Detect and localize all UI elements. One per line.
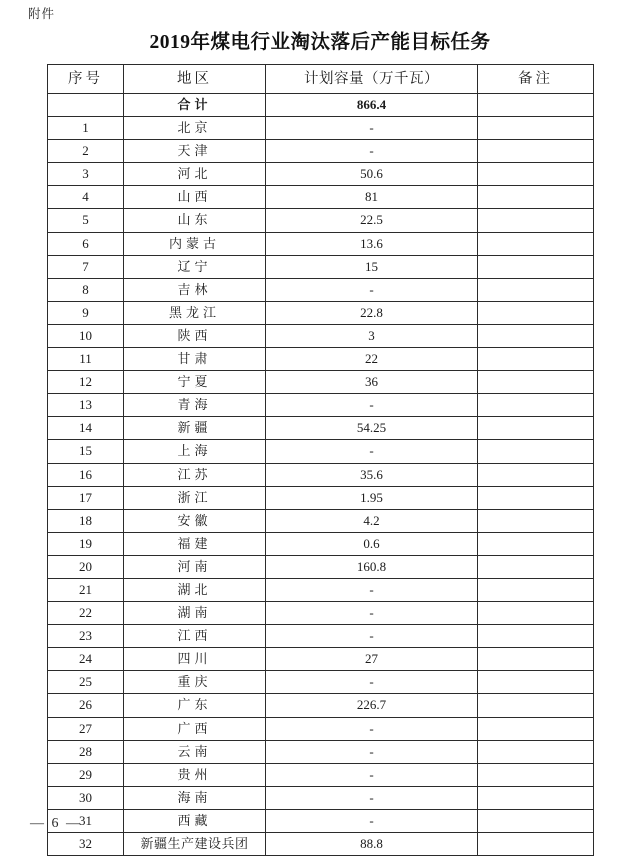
- cell-capacity: -: [266, 740, 478, 763]
- cell-region: 天津: [124, 140, 266, 163]
- column-header-remark: 备注: [478, 65, 594, 94]
- cell-region: 重庆: [124, 671, 266, 694]
- cell-index: 5: [48, 209, 124, 232]
- table-row: [48, 648, 594, 671]
- cell-capacity: 36: [266, 371, 478, 394]
- cell-index: 15: [48, 440, 124, 463]
- cell-remark: [478, 417, 594, 440]
- cell-capacity: -: [266, 786, 478, 809]
- cell-index: 16: [48, 463, 124, 486]
- cell-capacity: 22.5: [266, 209, 478, 232]
- cell-region: 安徽: [124, 509, 266, 532]
- table-row: [48, 833, 594, 856]
- cell-index: 27: [48, 717, 124, 740]
- cell-region: 广西: [124, 717, 266, 740]
- table-row: [48, 717, 594, 740]
- cell-region: 辽宁: [124, 255, 266, 278]
- capacity-table: [47, 64, 594, 856]
- cell-capacity: -: [266, 140, 478, 163]
- cell-remark: [478, 602, 594, 625]
- table-row: [48, 486, 594, 509]
- cell-region: 湖北: [124, 578, 266, 601]
- cell-remark: [478, 209, 594, 232]
- cell-region: 山西: [124, 186, 266, 209]
- cell-capacity: 50.6: [266, 163, 478, 186]
- cell-index: 20: [48, 555, 124, 578]
- cell-index: 24: [48, 648, 124, 671]
- table-row: [48, 278, 594, 301]
- cell-index: 6: [48, 232, 124, 255]
- table-row: [48, 763, 594, 786]
- table-row: [48, 232, 594, 255]
- cell-index: 4: [48, 186, 124, 209]
- cell-remark: [478, 786, 594, 809]
- cell-capacity: -: [266, 763, 478, 786]
- cell-region: 上海: [124, 440, 266, 463]
- table-row: [48, 324, 594, 347]
- cell-capacity: 226.7: [266, 694, 478, 717]
- cell-capacity: 3: [266, 324, 478, 347]
- table-body: [48, 94, 594, 856]
- cell-region: 甘肃: [124, 348, 266, 371]
- cell-index: 14: [48, 417, 124, 440]
- cell-capacity: -: [266, 809, 478, 832]
- table-row: [48, 371, 594, 394]
- cell-remark: [478, 578, 594, 601]
- cell-region: 陕西: [124, 324, 266, 347]
- cell-remark: [478, 371, 594, 394]
- cell-index: 31: [48, 809, 124, 832]
- cell-index: 21: [48, 578, 124, 601]
- cell-remark: [478, 394, 594, 417]
- table-row: [48, 809, 594, 832]
- cell-remark: [478, 163, 594, 186]
- cell-index: 11: [48, 348, 124, 371]
- page-title: 2019年煤电行业淘汰落后产能目标任务: [149, 32, 491, 53]
- cell-index: [48, 94, 124, 117]
- cell-region: 北京: [124, 117, 266, 140]
- table-row: [48, 509, 594, 532]
- cell-region: 宁夏: [124, 371, 266, 394]
- cell-capacity: -: [266, 440, 478, 463]
- cell-index: 8: [48, 278, 124, 301]
- cell-capacity: 22.8: [266, 301, 478, 324]
- cell-capacity: -: [266, 578, 478, 601]
- cell-remark: [478, 324, 594, 347]
- cell-index: 30: [48, 786, 124, 809]
- cell-region: 四川: [124, 648, 266, 671]
- cell-remark: [478, 648, 594, 671]
- cell-region: 新疆生产建设兵团: [124, 833, 266, 856]
- table-row: [48, 186, 594, 209]
- cell-remark: [478, 255, 594, 278]
- cell-remark: [478, 278, 594, 301]
- cell-capacity: -: [266, 602, 478, 625]
- table-row: [48, 255, 594, 278]
- table-row: [48, 348, 594, 371]
- cell-index: 25: [48, 671, 124, 694]
- cell-region: 内蒙古: [124, 232, 266, 255]
- table-row: [48, 140, 594, 163]
- cell-remark: [478, 625, 594, 648]
- cell-remark: [478, 740, 594, 763]
- table-row: [48, 578, 594, 601]
- cell-remark: [478, 555, 594, 578]
- cell-remark: [478, 301, 594, 324]
- cell-region: 河北: [124, 163, 266, 186]
- cell-index: 22: [48, 602, 124, 625]
- cell-capacity: -: [266, 625, 478, 648]
- cell-index: 7: [48, 255, 124, 278]
- table-row: [48, 163, 594, 186]
- table-row: [48, 532, 594, 555]
- column-header-capacity: 计划容量（万千瓦）: [266, 65, 478, 94]
- cell-remark: [478, 117, 594, 140]
- cell-capacity: 54.25: [266, 417, 478, 440]
- cell-region: 河南: [124, 555, 266, 578]
- table-row: [48, 463, 594, 486]
- cell-region: 山东: [124, 209, 266, 232]
- cell-region: 吉林: [124, 278, 266, 301]
- cell-region: 黑龙江: [124, 301, 266, 324]
- cell-region: 海南: [124, 786, 266, 809]
- cell-capacity: 160.8: [266, 555, 478, 578]
- cell-index: 23: [48, 625, 124, 648]
- cell-remark: [478, 186, 594, 209]
- cell-remark: [478, 671, 594, 694]
- table-row: [48, 301, 594, 324]
- cell-capacity: 27: [266, 648, 478, 671]
- cell-region: 云南: [124, 740, 266, 763]
- cell-remark: [478, 94, 594, 117]
- cell-remark: [478, 509, 594, 532]
- column-header-index: 序号: [48, 65, 124, 94]
- cell-capacity: 15: [266, 255, 478, 278]
- cell-index: 19: [48, 532, 124, 555]
- cell-region: 浙江: [124, 486, 266, 509]
- table-row-total: [48, 94, 594, 117]
- cell-index: 32: [48, 833, 124, 856]
- cell-capacity: 22: [266, 348, 478, 371]
- table-row: [48, 440, 594, 463]
- cell-index: 3: [48, 163, 124, 186]
- cell-remark: [478, 232, 594, 255]
- column-header-region: 地区: [124, 65, 266, 94]
- cell-region: 青海: [124, 394, 266, 417]
- table-row: [48, 625, 594, 648]
- cell-capacity: -: [266, 671, 478, 694]
- cell-index: 12: [48, 371, 124, 394]
- table-row: [48, 117, 594, 140]
- table-header: [48, 65, 594, 94]
- cell-capacity: -: [266, 394, 478, 417]
- cell-region: 广东: [124, 694, 266, 717]
- table-row: [48, 740, 594, 763]
- cell-remark: [478, 440, 594, 463]
- cell-index: 10: [48, 324, 124, 347]
- cell-capacity: 0.6: [266, 532, 478, 555]
- cell-remark: [478, 486, 594, 509]
- cell-index: 13: [48, 394, 124, 417]
- cell-capacity: 35.6: [266, 463, 478, 486]
- cell-index: 28: [48, 740, 124, 763]
- cell-region: 新疆: [124, 417, 266, 440]
- table-row: [48, 555, 594, 578]
- cell-remark: [478, 532, 594, 555]
- cell-capacity: -: [266, 117, 478, 140]
- cell-remark: [478, 463, 594, 486]
- cell-capacity: 4.2: [266, 509, 478, 532]
- cell-capacity: 88.8: [266, 833, 478, 856]
- attachment-label: 附件: [28, 7, 56, 21]
- capacity-table-container: [47, 64, 593, 856]
- cell-index: 17: [48, 486, 124, 509]
- table-row: [48, 209, 594, 232]
- cell-index: 26: [48, 694, 124, 717]
- cell-index: 1: [48, 117, 124, 140]
- cell-capacity: -: [266, 278, 478, 301]
- cell-remark: [478, 717, 594, 740]
- table-row: [48, 417, 594, 440]
- table-header-row: [48, 65, 594, 94]
- cell-region: 湖南: [124, 602, 266, 625]
- table-row: [48, 694, 594, 717]
- cell-remark: [478, 833, 594, 856]
- table-row: [48, 602, 594, 625]
- cell-region: 西藏: [124, 809, 266, 832]
- cell-capacity: -: [266, 717, 478, 740]
- cell-region: 江苏: [124, 463, 266, 486]
- cell-capacity: 1.95: [266, 486, 478, 509]
- cell-index: 9: [48, 301, 124, 324]
- page-number: — 6 —: [30, 816, 82, 831]
- cell-remark: [478, 694, 594, 717]
- cell-region: 合计: [124, 94, 266, 117]
- cell-remark: [478, 140, 594, 163]
- table-row: [48, 786, 594, 809]
- cell-index: 18: [48, 509, 124, 532]
- cell-capacity: 866.4: [266, 94, 478, 117]
- cell-capacity: 13.6: [266, 232, 478, 255]
- cell-index: 2: [48, 140, 124, 163]
- cell-remark: [478, 348, 594, 371]
- table-row: [48, 394, 594, 417]
- cell-region: 福建: [124, 532, 266, 555]
- cell-remark: [478, 763, 594, 786]
- cell-region: 贵州: [124, 763, 266, 786]
- cell-capacity: 81: [266, 186, 478, 209]
- cell-index: 29: [48, 763, 124, 786]
- cell-region: 江西: [124, 625, 266, 648]
- cell-remark: [478, 809, 594, 832]
- table-row: [48, 671, 594, 694]
